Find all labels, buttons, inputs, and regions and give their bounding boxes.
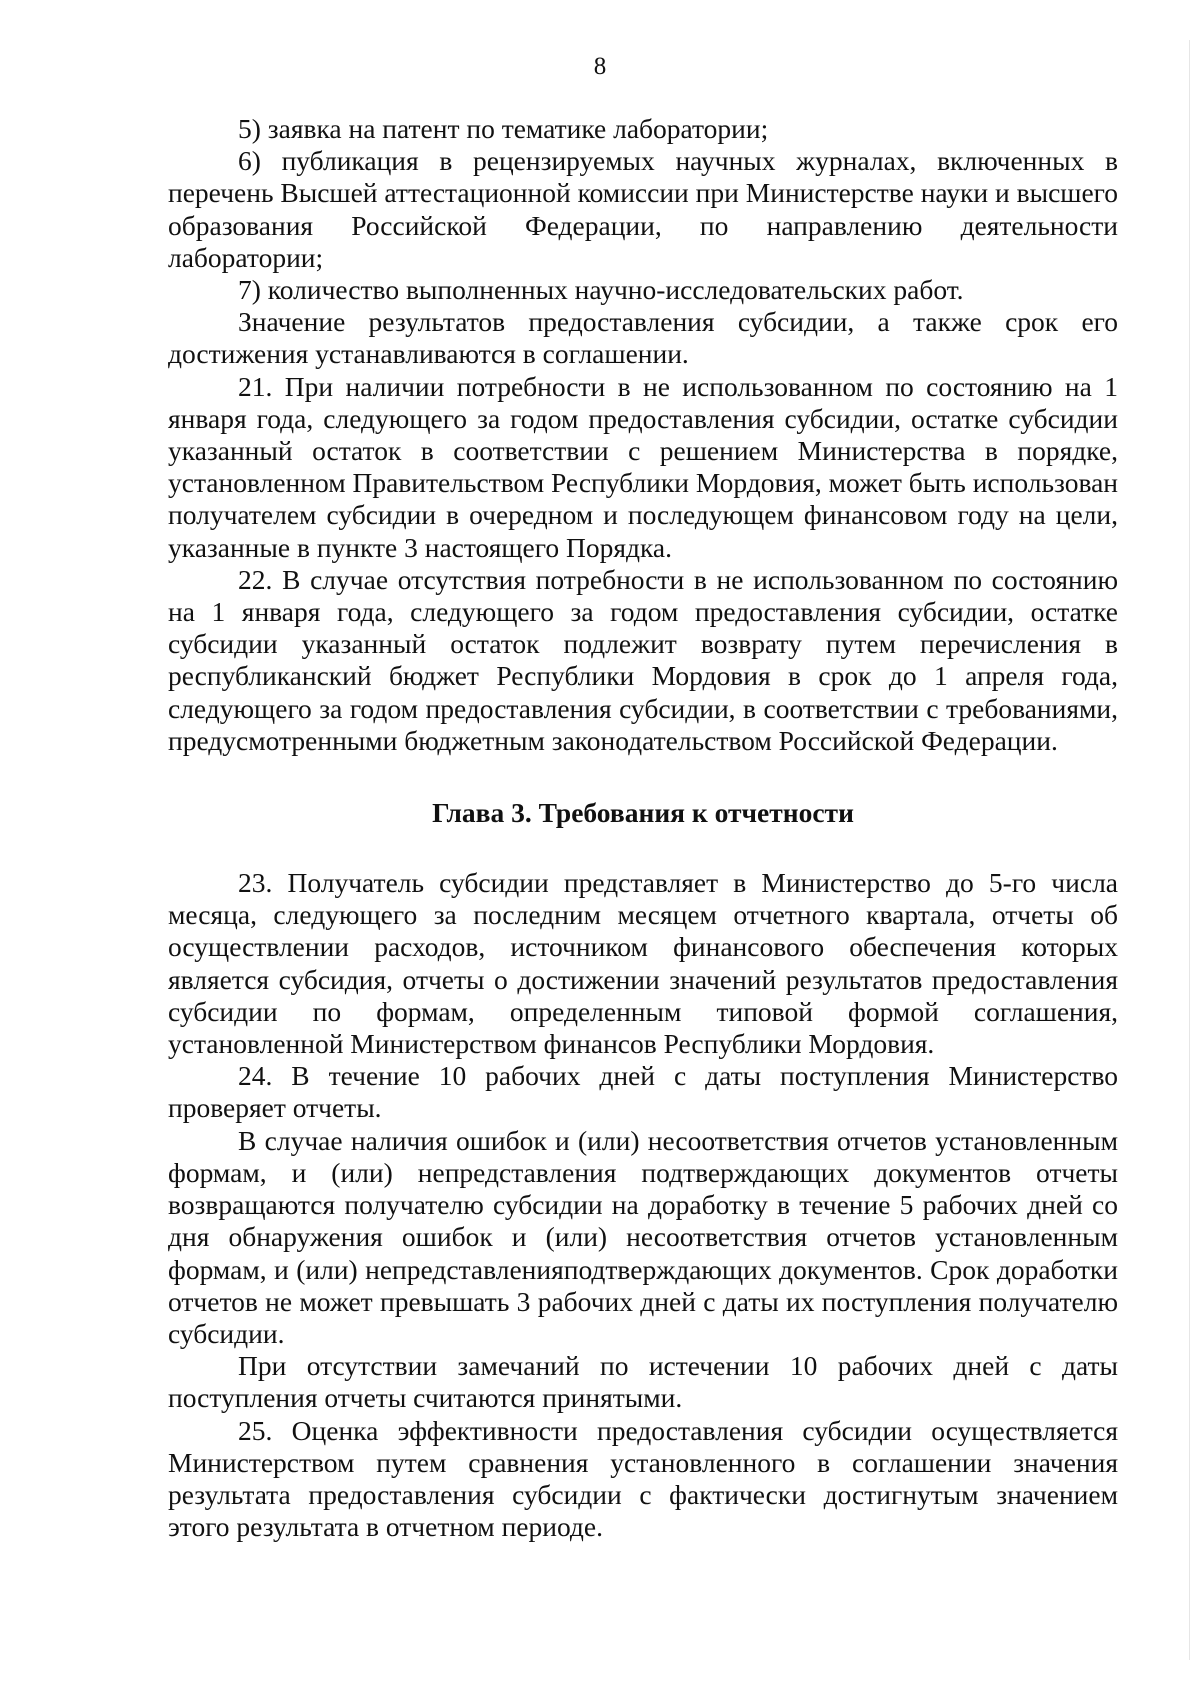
paragraph-22: 22. В случае отсутствия потребности в не использованном по состоянию на 1 января года, следующего за годом предоставления субсидии, остатке субсидии указанный остаток подлежит возврату путем перечисления в республиканский бюджет Республики Мордовия в срок до 1 апреля года, следующего за годом предоставления субсидии, в соответствии с требованиями, предусмотренными бюджетным законодательством Российской Федерации. xyxy=(168,563,1118,756)
paragraph-23: 23. Получатель субсидии представляет в Министерство до 5-го числа месяца, следующего за последним месяцем отчетного квартала, отчеты об осуществлении расходов, источником финансового обеспечения которых является субсидия, отчеты о достижении значений результатов предоставления субсидии по формам, определенным типовой формой соглашения, установленной Министерством финансов Республики Мордовия. xyxy=(168,867,1118,1060)
paragraph-24-errors: В случае наличия ошибок и (или) несоответствия отчетов установленным формам, и (или) непредставления подтверждающих документов отчеты возвращаются получателю субсидии на доработку в течение 5 рабочих дней со дня обнаружения ошибок и (или) несоответствия отчетов установленным формам, и (или) непредставленияподтверждающих документов. Срок доработки отчетов не может превышать 3 рабочих дней с даты их поступления получателю субсидии. xyxy=(168,1124,1118,1349)
document-body xyxy=(168,113,1118,1543)
paragraph-item-5: 5) заявка на патент по тематике лаборатории; xyxy=(238,113,769,144)
paragraph-item-6: 6) публикация в рецензируемых научных журналах, включенных в перечень Высшей аттестационной комиссии при Министерстве науки и высшего образования Российской Федерации, по направлению деятельности лаборатории; xyxy=(168,145,1118,273)
paragraph-25: 25. Оценка эффективности предоставления субсидии осуществляется Министерством путем сравнения установленного в соглашении значения результата предоставления субсидии с фактически достигнутым значением этого результата в отчетном периоде. xyxy=(168,1414,1118,1543)
paragraph-results-value: Значение результатов предоставления субсидии, а также срок его достижения устанавливаются в соглашении. xyxy=(168,306,1118,370)
paragraph-item-7: 7) количество выполненных научно-исследовательских работ. xyxy=(238,274,964,306)
chapter-heading: Глава 3. Требования к отчетности xyxy=(432,797,854,829)
page-number: 8 xyxy=(593,53,607,80)
scan-edge-line xyxy=(1189,40,1190,1660)
paragraph-21: 21. При наличии потребности в не использованном по состоянию на 1 января года, следующего за годом предоставления субсидии, остатке субсидии указанный остаток в соответствии с решением Министерства в порядке, установленном Правительством Республики Мордовия, может быть использован получателем субсидии в очередном и последующем финансовом году на цели, указанные в пункте 3 настоящего Порядка. xyxy=(168,370,1118,563)
paragraph-24: 24. В течение 10 рабочих дней с даты поступления Министерство проверяет отчеты. xyxy=(168,1060,1118,1124)
paragraph-24-accepted: При отсутствии замечаний по истечении 10 рабочих дней с даты поступления отчеты считаются принятыми. xyxy=(168,1350,1118,1414)
